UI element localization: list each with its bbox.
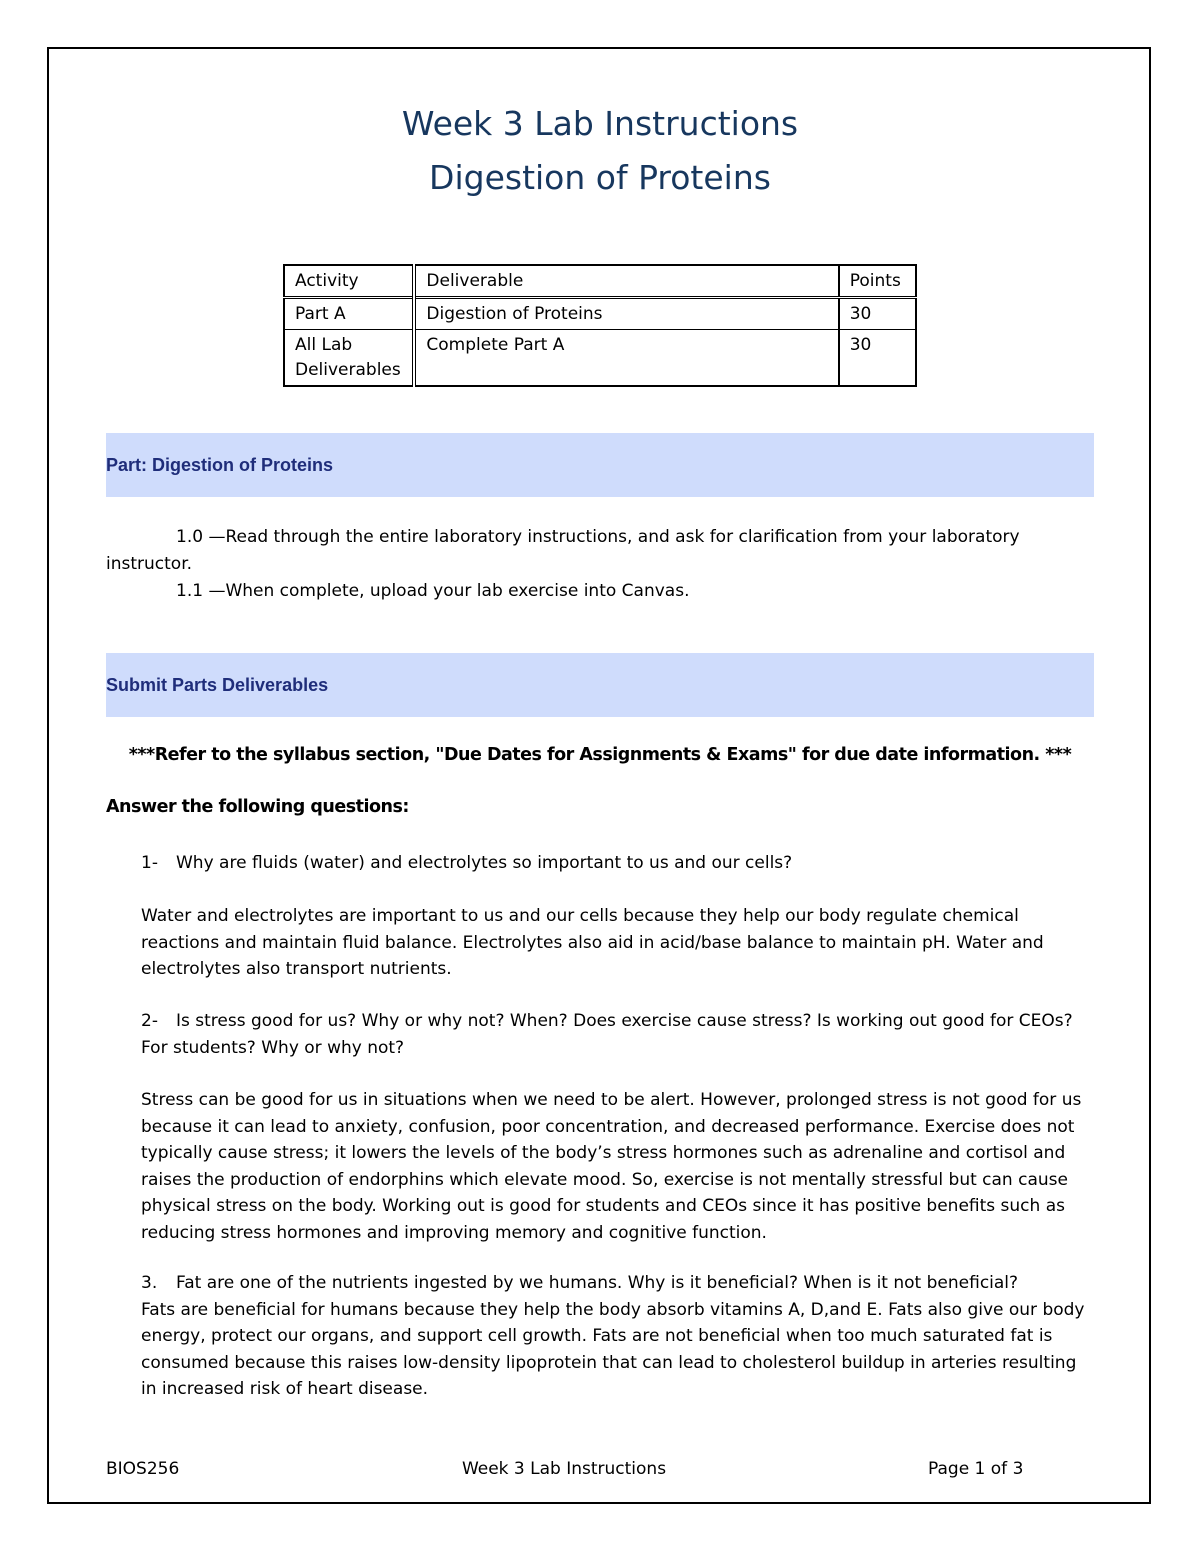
- section-band-part: [106, 433, 1094, 497]
- table-header-cell: Deliverable: [414, 265, 838, 298]
- table-row: [284, 330, 916, 387]
- question-number: 3.: [141, 1273, 158, 1293]
- table-cell: 30: [839, 298, 916, 330]
- question-number: 1-: [141, 853, 158, 873]
- due-date-note: ***Refer to the syllabus section, "Due Dates for Assignments & Exams" for due date information. ***: [128, 745, 1072, 765]
- instruction-step: 1.1 —When complete, upload your lab exercise into Canvas.: [176, 581, 690, 601]
- table-row: [284, 298, 916, 330]
- footer-course: BIOS256: [106, 1459, 180, 1479]
- question-text: Is stress good for us? Why or why not? When? Does exercise cause stress? Is working out good for CEOs? For students? Why or why not?: [141, 1011, 1073, 1058]
- answer-3: Fats are beneficial for humans because they help the body absorb vitamins A, D,and E. Fats also give our body energy, protect our organs, and support cell growth. Fats are not beneficial when too much saturated fat is consumed because this raises low-density lipoprotein that can lead to cholesterol buildup in arteries resulting in increased risk of heart disease.: [141, 1299, 1085, 1399]
- table-cell: Complete Part A: [414, 330, 838, 387]
- table-header-cell: Activity: [284, 265, 414, 298]
- summary-table: [283, 264, 917, 387]
- table-cell: All Lab Deliverables: [284, 330, 414, 387]
- question-number: 2-: [141, 1011, 158, 1031]
- section-heading: Submit Parts Deliverables: [106, 675, 329, 695]
- table-cell: Digestion of Proteins: [414, 298, 838, 330]
- footer-title: Week 3 Lab Instructions: [461, 1459, 667, 1479]
- table-cell: 30: [839, 330, 916, 387]
- footer-page-number: Page 1 of 3: [928, 1459, 1024, 1479]
- page-title: Week 3 Lab Instructions: [401, 104, 799, 143]
- section-heading: Part: Digestion of Proteins: [106, 455, 334, 475]
- answer-2: Stress can be good for us in situations when we need to be alert. However, prolonged stress is not good for us because it can lead to anxiety, confusion, poor concentration, and decreased performance. Exercise does not typically cause stress; it lowers the levels of the body’s stress hormones such as adrenaline and cortisol and raises the production of endorphins which elevate mood. So, exercise is not mentally stressful but can cause physical stress on the body. Working out is good for students and CEOs since it has positive benefits such as reducing stress hormones and improving memory and cognitive function.: [141, 1090, 1082, 1243]
- section-band-submit: [106, 653, 1094, 717]
- question-text: Why are fluids (water) and electrolytes so important to us and our cells?: [176, 853, 793, 873]
- question-3: [141, 1270, 1086, 1403]
- instruction-step: 1.0 —Read through the entire laboratory instructions, and ask for clarification from your laboratory instructor.: [106, 527, 1020, 574]
- page-subtitle: Digestion of Proteins: [429, 158, 771, 197]
- question-2: [141, 1008, 1086, 1061]
- answer-1: Water and electrolytes are important to us and our cells because they help our body regulate chemical reactions and maintain fluid balance. Electrolytes also aid in acid/base balance to maintain pH. Water and electrolytes also transport nutrients.: [141, 906, 1044, 979]
- answer-heading: Answer the following questions:: [106, 797, 409, 817]
- question-1: [141, 850, 1086, 877]
- table-header-cell: Points: [839, 265, 916, 298]
- question-text: Fat are one of the nutrients ingested by we humans. Why is it beneficial? When is it not beneficial?: [176, 1273, 1019, 1293]
- table-cell: Part A: [284, 298, 414, 330]
- table-header-row: [284, 265, 916, 298]
